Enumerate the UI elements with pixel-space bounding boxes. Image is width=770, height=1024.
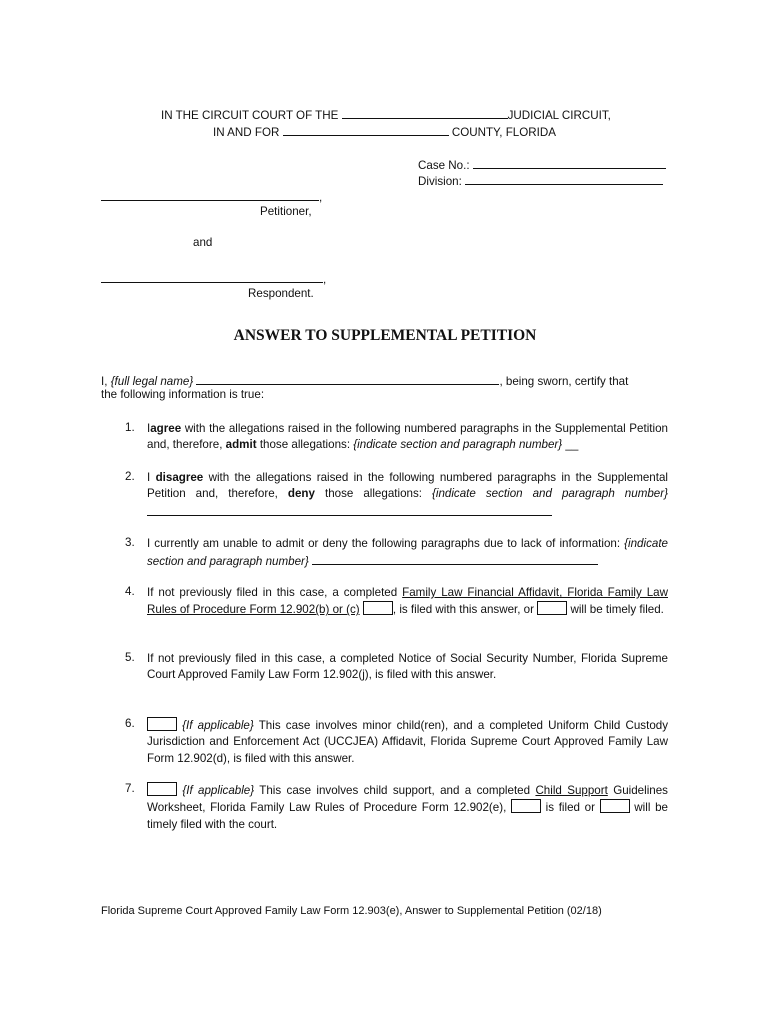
respondent-label: Respondent. — [248, 287, 314, 300]
item-3: I currently am unable to admit or deny the following paragraphs due to lack of information: {indicate section and paragraph number} — [147, 537, 668, 569]
form-footer: Florida Supreme Court Approved Family Law Form 12.903(e), Answer to Supplemental Petition (02/18) — [101, 905, 602, 917]
petitioner-label: Petitioner, — [260, 205, 312, 218]
page-title: ANSWER TO SUPPLEMENTAL PETITION — [233, 327, 537, 344]
item-2-blank[interactable] — [147, 503, 552, 516]
item-2: I disagree with the allegations raised in the following numbered paragraphs in the Supplemental Petition and, therefore, deny those allegations: {indicate section and paragraph number} — [147, 470, 668, 521]
division-blank[interactable] — [465, 172, 663, 185]
item-6-number: 6. — [125, 717, 135, 730]
court-line: IN THE CIRCUIT COURT OF THE JUDICIAL CIRCUIT, — [161, 106, 611, 122]
item-5-number: 5. — [125, 651, 135, 664]
item-4-number: 4. — [125, 585, 135, 598]
county-blank[interactable] — [283, 123, 449, 136]
uccjea-checkbox[interactable] — [147, 717, 177, 731]
child-support-checkbox[interactable] — [147, 782, 177, 796]
intro-line: I, {full legal name} , being sworn, certify that — [101, 372, 628, 388]
item-3-number: 3. — [125, 536, 135, 549]
worksheet-timely-checkbox[interactable] — [600, 799, 630, 813]
item-2-number: 2. — [125, 470, 135, 483]
timely-filed-checkbox[interactable] — [537, 601, 567, 615]
case-no-row: Case No.: — [418, 156, 666, 172]
filed-checkbox[interactable] — [363, 601, 393, 615]
respondent-blank[interactable] — [101, 270, 323, 283]
county-line: IN AND FOR COUNTY, FLORIDA — [213, 123, 556, 139]
intro-line-2: the following information is true: — [101, 388, 265, 401]
item-5: If not previously filed in this case, a completed Notice of Social Security Number, Florida Supreme Court Approved Family Law Form 12.902(j), is filed with this answer. — [147, 652, 668, 682]
item-6: {If applicable} This case involves minor child(ren), and a completed Uniform Child Custody Jurisdiction and Enforcement Act (UCCJEA) Affidavit, Florida Supreme Court Approved Family Law Form 12.902(d), is filed with this answer. — [147, 719, 669, 765]
petitioner-line: , — [101, 188, 322, 204]
item-3-blank[interactable] — [312, 552, 598, 565]
child-support-link[interactable]: Child Support — [535, 784, 608, 797]
item-7: {If applicable} This case involves child support, and a completed Child Support Guidelines Worksheet, Florida Family Law Rules of Procedure Form 12.902(e), is filed or will be timely filed with the court. — [147, 784, 668, 831]
financial-affidavit-link[interactable]: Family Law Financial Affidavit, Florida Family Law Rules of Procedure Form 12.902(b) or (c) — [147, 586, 668, 617]
item-1-blank[interactable]: __ — [565, 438, 579, 452]
full-name-blank[interactable] — [196, 372, 499, 385]
worksheet-filed-checkbox[interactable] — [511, 799, 541, 813]
item-7-number: 7. — [125, 782, 135, 795]
case-no-blank[interactable] — [473, 156, 666, 169]
item-1-number: 1. — [125, 421, 135, 434]
and-label: and — [193, 236, 213, 249]
respondent-line: , — [101, 270, 326, 286]
item-4: If not previously filed in this case, a completed Family Law Financial Affidavit, Florida Family Law Rules of Procedure Form 12.902(b) or (c) , is filed with this answer, or will be timely filed. — [147, 586, 668, 617]
division-row: Division: — [418, 172, 663, 188]
petitioner-blank[interactable] — [101, 188, 319, 201]
circuit-blank[interactable] — [342, 106, 508, 119]
item-1: Iagree with the allegations raised in the following numbered paragraphs in the Supplemental Petition and, therefore, admit those allegations: {indicate section and paragraph number} __ — [147, 422, 668, 452]
